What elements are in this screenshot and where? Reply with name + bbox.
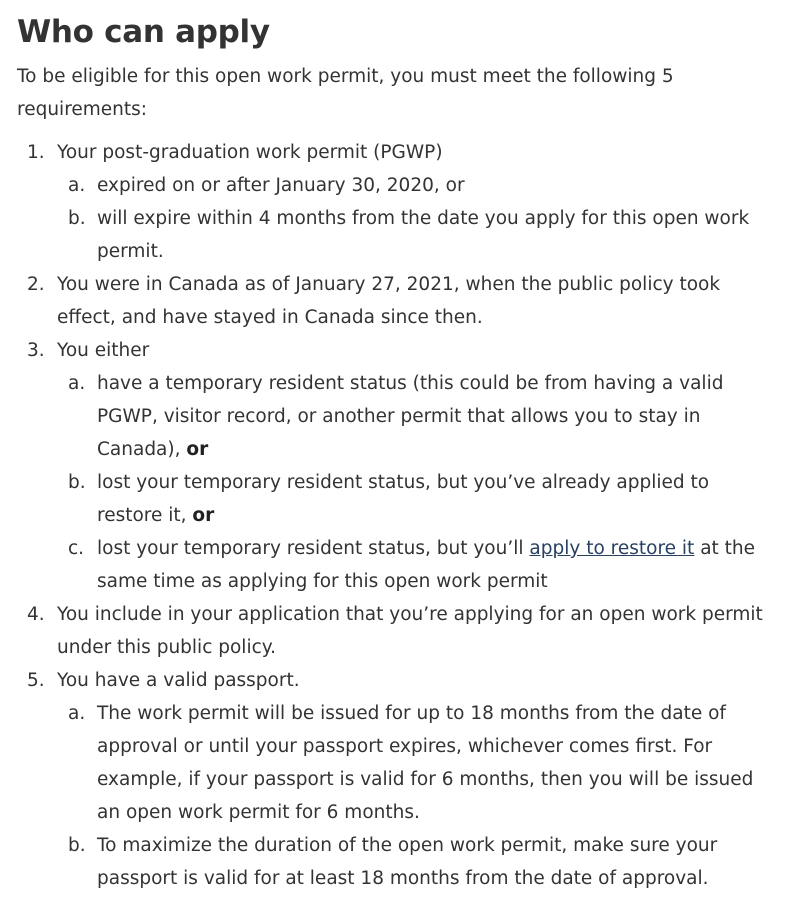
list-marker: c. bbox=[68, 538, 85, 559]
sub-requirement-text: lost your temporary resident status, but you’ve already applied to restore it, bbox=[97, 472, 710, 526]
sub-requirements-list bbox=[57, 697, 777, 895]
sub-requirement-item bbox=[57, 532, 777, 598]
list-marker: 4. bbox=[27, 604, 45, 625]
emphasis-or: or bbox=[186, 439, 209, 460]
apply-to-restore-link[interactable]: apply to restore it bbox=[529, 538, 695, 559]
list-marker: 5. bbox=[27, 670, 45, 691]
requirement-text: You include in your application that you’re applying for an open work permit under this public policy. bbox=[57, 604, 763, 658]
list-marker: a. bbox=[68, 703, 86, 724]
sub-requirements-list bbox=[57, 367, 777, 598]
sub-requirement-text: To maximize the duration of the open work permit, make sure your passport is valid for at least 18 months from the date of approval. bbox=[97, 835, 718, 889]
sub-requirement-item bbox=[57, 202, 777, 268]
sub-requirement-text: have a temporary resident status (this could be from having a valid PGWP, visitor record, or another permit that allows you to stay in Canada), bbox=[97, 373, 724, 460]
intro-paragraph: To be eligible for this open work permit, you must meet the following 5 requirements: bbox=[17, 66, 674, 120]
sub-requirement-item bbox=[57, 466, 777, 532]
sub-requirement-item bbox=[57, 367, 777, 466]
sub-requirement-item bbox=[57, 829, 777, 895]
list-marker: 3. bbox=[27, 340, 45, 361]
sub-requirement-item bbox=[57, 697, 777, 829]
sub-requirement-text: at the same time as applying for this open work permit bbox=[97, 538, 756, 592]
list-marker: 1. bbox=[27, 142, 45, 163]
sub-requirement-item bbox=[57, 169, 777, 202]
sub-requirement-text: lost your temporary resident status, but you’ll bbox=[97, 538, 530, 559]
requirement-item bbox=[17, 268, 777, 334]
list-marker: 2. bbox=[27, 274, 45, 295]
page-heading: Who can apply bbox=[17, 14, 270, 50]
requirements-list bbox=[17, 136, 777, 895]
sub-requirements-list bbox=[57, 169, 777, 268]
list-marker: a. bbox=[68, 373, 86, 394]
requirement-item bbox=[17, 664, 777, 895]
requirement-item bbox=[17, 136, 777, 268]
list-marker: a. bbox=[68, 175, 86, 196]
sub-requirement-text: expired on or after January 30, 2020, or bbox=[97, 175, 465, 196]
list-marker: b. bbox=[68, 835, 86, 856]
requirement-text: You either bbox=[57, 340, 150, 361]
list-marker: b. bbox=[68, 472, 86, 493]
emphasis-or: or bbox=[192, 505, 215, 526]
requirement-text: Your post-graduation work permit (PGWP) bbox=[57, 142, 443, 163]
sub-requirement-text: will expire within 4 months from the date you apply for this open work permit. bbox=[97, 208, 750, 262]
requirement-text: You were in Canada as of January 27, 2021, when the public policy took effect, and have stayed in Canada since then. bbox=[57, 274, 721, 328]
requirement-item bbox=[17, 334, 777, 598]
sub-requirement-text: The work permit will be issued for up to 18 months from the date of approval or until your passport expires, whichever comes first. For example, if your passport is valid for 6 months, then you will be issued an open work permit for 6 months. bbox=[97, 703, 754, 823]
requirement-text: You have a valid passport. bbox=[57, 670, 300, 691]
requirement-item bbox=[17, 598, 777, 664]
list-marker: b. bbox=[68, 208, 86, 229]
